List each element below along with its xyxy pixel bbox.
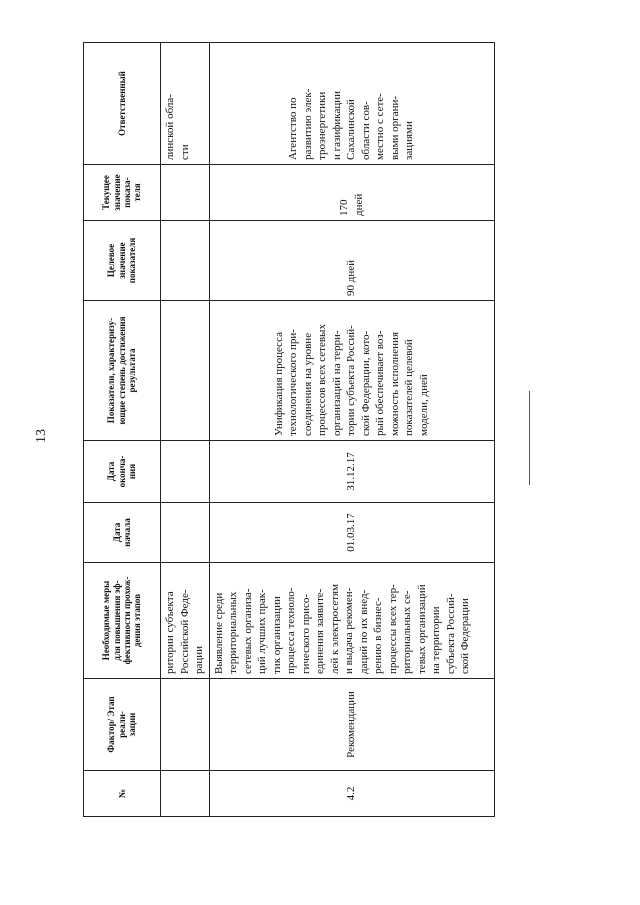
cell-empty bbox=[161, 679, 210, 771]
rotated-table-container bbox=[83, 43, 471, 817]
cell-target-value: 90 дней bbox=[209, 221, 494, 301]
header-factor: Фактор/ Этап реали- зации bbox=[84, 679, 161, 771]
cell-end-date: 31.12.17 bbox=[209, 441, 494, 503]
cell-factor: Рекомендации bbox=[209, 679, 494, 771]
table-header-row bbox=[84, 43, 161, 817]
header-end-date: Дата оконча- ния bbox=[84, 441, 161, 503]
cell-start-date: 01.03.17 bbox=[209, 503, 494, 563]
cell-empty bbox=[161, 301, 210, 441]
table-row-continuation bbox=[161, 43, 210, 817]
page-number: 13 bbox=[34, 429, 49, 443]
cell-measures-continuation: ритории субъекта Российской Феде- рации bbox=[161, 563, 210, 679]
cell-empty bbox=[161, 165, 210, 221]
cell-number: 4.2 bbox=[209, 771, 494, 817]
cell-measures: Выявление среди территориальных сетевых организа- ций лучших прак- тик организации процесса техноло- гического присо- единения заявите- лей к электросетям и выдача рекомен- даций по их внед- рению в бизнес- процессы всех тер- риториальных се- тевых организаций на территории субъекта Россий- ской Федерации bbox=[209, 563, 494, 679]
cell-indicators: Унификация процесса технологического при- соединения на уровне процессов всех сетевых организаций на терри- тории субъекта Россий- ской Федерации, кото- рый обеспечивает воз- можность исполнения показателей целевой модели, дней bbox=[209, 301, 494, 441]
header-current-value: Текущее значение показа- теля bbox=[84, 165, 161, 221]
cell-empty bbox=[161, 221, 210, 301]
cell-empty bbox=[161, 441, 210, 503]
cell-responsible: Агентство по развитию элек- троэнергетики и газификации Сахалинской области сов- местно с сете- выми органи- зациями bbox=[209, 43, 494, 165]
header-indicators: Показатели, характеризу- ющие степень достижения результата bbox=[84, 301, 161, 441]
cell-current-value: 170 дней bbox=[209, 165, 494, 221]
cell-empty bbox=[161, 771, 210, 817]
cell-empty bbox=[161, 503, 210, 563]
header-measures: Необходимые меры для повышения эф- фективности прохож- дения этапов bbox=[84, 563, 161, 679]
cell-responsible-continuation: линской обла- сти bbox=[161, 43, 210, 165]
header-target-value: Целевое значение показателя bbox=[84, 221, 161, 301]
action-plan-table bbox=[83, 42, 495, 817]
header-responsible: Ответственный bbox=[84, 43, 161, 165]
divider-line bbox=[529, 391, 530, 485]
table-row bbox=[209, 43, 494, 817]
header-number: № bbox=[84, 771, 161, 817]
header-start-date: Дата начала bbox=[84, 503, 161, 563]
